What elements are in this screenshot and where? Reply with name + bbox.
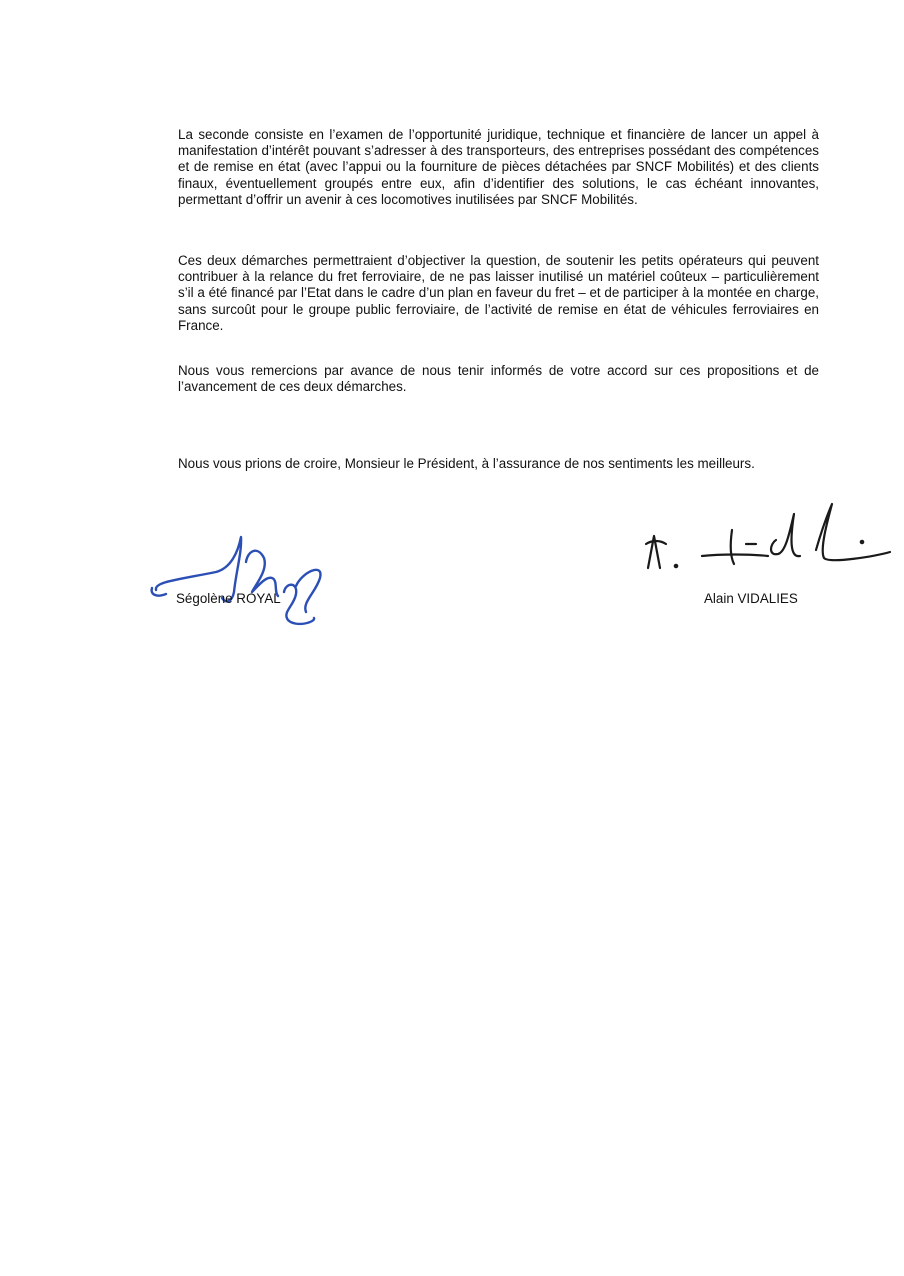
signer-name-royal: Ségolène ROYAL [176, 591, 281, 606]
paragraph-deux-demarches: Ces deux démarches permettraient d’objectiver la question, de soutenir les petits opérateurs qui peuvent contribuer à la relance du fret ferroviaire, de ne pas laisser inutilisé un matériel coûteux – particulièrement s’il a été financé par l’Etat dans le cadre d’un plan en faveur du fret – et de participer à la montée en charge, sans surcoût pour le groupe public ferroviaire, de l’activité de remise en état de véhicules ferroviaires en France. [178, 253, 819, 333]
signature-royal-handwritten [146, 532, 336, 632]
paragraph-formule-politesse: Nous vous prions de croire, Monsieur le Président, à l’assurance de nos sentiments les meilleurs. [178, 456, 755, 471]
paragraph-remerciements: Nous vous remercions par avance de nous tenir informés de votre accord sur ces propositions et de l’avancement de ces deux démarches. [178, 363, 819, 395]
signer-name-vidalies: Alain VIDALIES [704, 591, 798, 606]
signature-vidalies-handwritten [640, 500, 895, 580]
paragraph-appel-manifestation: La seconde consiste en l’examen de l’opportunité juridique, technique et financière de lancer un appel à manifestation d’intérêt pouvant s’adresser à des transporteurs, des entreprises possédant des compétences et de remise en état (avec l’appui ou la fourniture de pièces détachées par SNCF Mobilités) et des clients finaux, éventuellement groupés entre eux, afin d’identifier des solutions, le cas échéant innovantes, permettant d’offrir un avenir à ces locomotives inutilisées par SNCF Mobilités. [178, 127, 819, 207]
